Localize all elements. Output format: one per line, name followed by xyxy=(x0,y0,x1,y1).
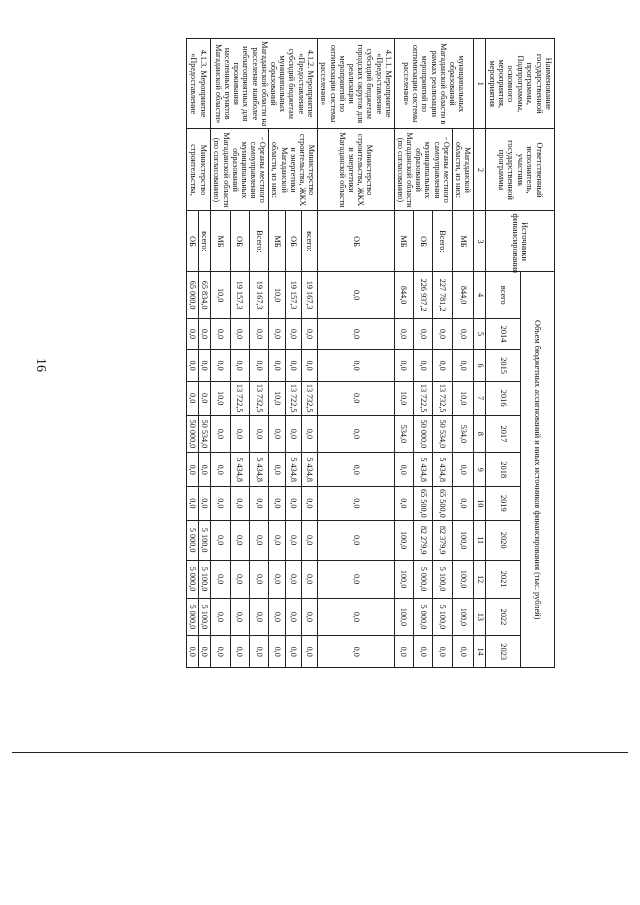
col-number: 12 xyxy=(474,560,486,598)
value-cell: 5 434,8 xyxy=(414,453,433,487)
value-cell: 0,0 xyxy=(269,636,285,668)
value-cell: 0,0 xyxy=(301,318,317,350)
value-cell: 5 100,0 xyxy=(433,598,452,636)
year-header: 2022 xyxy=(486,598,520,636)
value-cell: 0,0 xyxy=(318,272,395,318)
value-cell: 0,0 xyxy=(318,381,395,415)
value-cell: 19 167,3 xyxy=(301,272,317,318)
value-cell: 0,0 xyxy=(186,636,198,668)
value-cell: 0,0 xyxy=(301,415,317,453)
value-cell: 0,0 xyxy=(285,520,301,560)
header-source: Источники финансирования xyxy=(486,211,555,272)
value-cell: 0,0 xyxy=(394,636,413,668)
value-cell: 0,0 xyxy=(301,636,317,668)
value-cell: 0,0 xyxy=(394,318,413,350)
value-cell: 100,0 xyxy=(452,598,473,636)
value-cell: 0,0 xyxy=(414,350,433,382)
value-cell: 100,0 xyxy=(394,598,413,636)
value-cell: 0,0 xyxy=(285,598,301,636)
value-cell: 0,0 xyxy=(318,415,395,453)
year-header: 2017 xyxy=(486,415,520,453)
value-cell: 19 157,3 xyxy=(230,272,249,318)
value-cell: 0,0 xyxy=(269,318,285,350)
event-name-cell: 4.1.3. Мероприятие «Предоставление xyxy=(186,39,210,129)
header-executor: Ответственный исполнитель, участник государственной программы xyxy=(486,129,555,211)
value-cell: 50 534,0 xyxy=(198,415,210,453)
value-cell: 13 732,5 xyxy=(249,381,268,415)
value-cell: 5 000,0 xyxy=(186,560,198,598)
value-cell: 0,0 xyxy=(230,520,249,560)
value-cell: 5 100,0 xyxy=(198,598,210,636)
value-cell: 0,0 xyxy=(211,560,230,598)
value-cell: 0,0 xyxy=(269,487,285,521)
value-cell: 13 732,5 xyxy=(301,381,317,415)
value-cell: 65 834,0 xyxy=(198,272,210,318)
col-number: 3 xyxy=(474,211,486,272)
executor-cell: - Органы местного самоуправления муниципальных образований Магаданской области (по согласованию) xyxy=(211,129,269,211)
value-cell: 0,0 xyxy=(285,636,301,668)
executor-cell: Министерство строительства, ЖКХ и энергетики Магаданской области, из них: xyxy=(269,129,318,211)
value-cell: 5 000,0 xyxy=(414,560,433,598)
executor-cell: Министерство строительства, xyxy=(186,129,210,211)
value-cell: 100,0 xyxy=(452,520,473,560)
source-cell: ОБ xyxy=(230,211,249,272)
value-cell: 13 722,5 xyxy=(285,381,301,415)
source-cell: МБ xyxy=(452,211,473,272)
value-cell: 0,0 xyxy=(452,487,473,521)
col-number: 7 xyxy=(474,381,486,415)
year-header: 2019 xyxy=(486,487,520,521)
value-cell: 0,0 xyxy=(198,381,210,415)
value-cell: 0,0 xyxy=(211,487,230,521)
value-cell: 13 722,5 xyxy=(230,381,249,415)
source-cell: всего: xyxy=(198,211,210,272)
value-cell: 10,0 xyxy=(211,272,230,318)
value-cell: 0,0 xyxy=(186,350,198,382)
value-cell: 10,0 xyxy=(394,381,413,415)
value-cell: 65 000,0 xyxy=(186,272,198,318)
col-number: 6 xyxy=(474,350,486,382)
value-cell: 5 434,8 xyxy=(285,453,301,487)
source-cell: МБ xyxy=(394,211,413,272)
value-cell: 19 167,3 xyxy=(249,272,268,318)
value-cell: 0,0 xyxy=(198,318,210,350)
col-number: 10 xyxy=(474,487,486,521)
col-number: 1 xyxy=(474,39,486,129)
rotated-table-wrapper xyxy=(55,38,555,668)
col-number: 14 xyxy=(474,636,486,668)
value-cell: 0,0 xyxy=(452,318,473,350)
value-cell: 0,0 xyxy=(211,415,230,453)
value-cell: 0,0 xyxy=(186,453,198,487)
col-number: 11 xyxy=(474,520,486,560)
year-header: 2018 xyxy=(486,453,520,487)
value-cell: 0,0 xyxy=(433,636,452,668)
source-cell: ОБ xyxy=(285,211,301,272)
col-number: 13 xyxy=(474,598,486,636)
value-cell: 0,0 xyxy=(211,318,230,350)
value-cell: 0,0 xyxy=(452,636,473,668)
executor-cell: Магаданской области, из них: xyxy=(452,129,473,211)
value-cell: 0,0 xyxy=(249,636,268,668)
value-cell: 10,0 xyxy=(269,272,285,318)
value-cell: 100,0 xyxy=(452,560,473,598)
value-cell: 0,0 xyxy=(301,598,317,636)
value-cell: 0,0 xyxy=(394,453,413,487)
value-cell: 0,0 xyxy=(318,636,395,668)
value-cell: 0,0 xyxy=(452,350,473,382)
value-cell: 0,0 xyxy=(249,487,268,521)
value-cell: 100,0 xyxy=(394,520,413,560)
value-cell: 534,0 xyxy=(452,415,473,453)
value-cell: 0,0 xyxy=(269,520,285,560)
value-cell: 0,0 xyxy=(285,487,301,521)
value-cell: 19 157,3 xyxy=(285,272,301,318)
funding-table xyxy=(186,38,555,668)
column-number-row xyxy=(474,39,486,668)
value-cell: 0,0 xyxy=(394,350,413,382)
value-cell: 0,0 xyxy=(230,415,249,453)
value-cell: 0,0 xyxy=(433,350,452,382)
value-cell: 226 937,2 xyxy=(414,272,433,318)
source-cell: всего: xyxy=(301,211,317,272)
value-cell: 0,0 xyxy=(230,560,249,598)
header-funding: Объем бюджетных ассигнований и иных источников финансирования (тыс. рублей) xyxy=(520,272,554,668)
value-cell: 5 000,0 xyxy=(186,598,198,636)
value-cell: 0,0 xyxy=(318,318,395,350)
source-cell: ОБ xyxy=(414,211,433,272)
table-row xyxy=(249,39,268,668)
value-cell: 0,0 xyxy=(230,598,249,636)
value-cell: 50 000,0 xyxy=(186,415,198,453)
value-cell: 0,0 xyxy=(269,415,285,453)
source-cell: МБ xyxy=(269,211,285,272)
year-header: 2021 xyxy=(486,560,520,598)
value-cell: 0,0 xyxy=(230,350,249,382)
col-number: 8 xyxy=(474,415,486,453)
table-row xyxy=(433,39,452,668)
value-cell: 0,0 xyxy=(198,453,210,487)
value-cell: 10,0 xyxy=(452,381,473,415)
col-number: 2 xyxy=(474,129,486,211)
year-header: 2020 xyxy=(486,520,520,560)
value-cell: 0,0 xyxy=(285,350,301,382)
value-cell: 13 722,5 xyxy=(414,381,433,415)
year-header: 2016 xyxy=(486,381,520,415)
value-cell: 844,0 xyxy=(394,272,413,318)
value-cell: 13 732,5 xyxy=(433,381,452,415)
executor-cell: Министерство строительства, ЖКХ и энергетики Магаданской области xyxy=(318,129,395,211)
value-cell: 0,0 xyxy=(414,318,433,350)
year-header: 2023 xyxy=(486,636,520,668)
value-cell: 0,0 xyxy=(452,453,473,487)
value-cell: 0,0 xyxy=(249,415,268,453)
value-cell: 100,0 xyxy=(394,560,413,598)
value-cell: 844,0 xyxy=(452,272,473,318)
value-cell: 0,0 xyxy=(211,350,230,382)
page-number: 16 xyxy=(33,358,48,372)
source-cell: ОБ xyxy=(318,211,395,272)
value-cell: 0,0 xyxy=(318,520,395,560)
value-cell: 0,0 xyxy=(249,560,268,598)
col-number: 9 xyxy=(474,453,486,487)
value-cell: 0,0 xyxy=(285,560,301,598)
table-row xyxy=(301,39,317,668)
value-cell: 0,0 xyxy=(186,381,198,415)
table-row xyxy=(198,39,210,668)
value-cell: 0,0 xyxy=(230,636,249,668)
value-cell: 0,0 xyxy=(285,415,301,453)
value-cell: 0,0 xyxy=(211,598,230,636)
value-cell: 82 379,9 xyxy=(433,520,452,560)
value-cell: 5 434,8 xyxy=(301,453,317,487)
event-name-cell: 4.1.2. Мероприятие «Предоставление субсидий бюджетам муниципальных образований Магаданской области на расселение наиболее неблагоприятных для проживания населенных пунктов Магаданской области» xyxy=(211,39,318,129)
value-cell: 10,0 xyxy=(211,381,230,415)
value-cell: 534,0 xyxy=(394,415,413,453)
value-cell: 10,0 xyxy=(269,381,285,415)
source-cell: Всего: xyxy=(433,211,452,272)
header-name: Наименование государственной программы, Подпрограммы, основного мероприятия, мероприятия xyxy=(486,39,555,129)
value-cell: 0,0 xyxy=(318,487,395,521)
source-cell: Всего: xyxy=(249,211,268,272)
value-cell: 0,0 xyxy=(249,598,268,636)
value-cell: 5 000,0 xyxy=(186,520,198,560)
value-cell: 0,0 xyxy=(301,520,317,560)
value-cell: 0,0 xyxy=(414,636,433,668)
page-divider xyxy=(12,752,628,753)
event-name-cell: муниципальных образований Магаданской области в рамках реализации мероприятий по оптимизации системы расселения» xyxy=(394,39,474,129)
value-cell: 0,0 xyxy=(301,560,317,598)
value-cell: 5 434,8 xyxy=(433,453,452,487)
source-cell: МБ xyxy=(211,211,230,272)
table-row xyxy=(318,39,395,668)
value-cell: 0,0 xyxy=(211,636,230,668)
value-cell: 5 000,0 xyxy=(414,598,433,636)
value-cell: 0,0 xyxy=(433,318,452,350)
value-cell: 5 100,0 xyxy=(198,560,210,598)
value-cell: 0,0 xyxy=(249,350,268,382)
value-cell: 0,0 xyxy=(394,487,413,521)
value-cell: 0,0 xyxy=(318,560,395,598)
value-cell: 5 100,0 xyxy=(198,520,210,560)
value-cell: 5 434,8 xyxy=(230,453,249,487)
year-header: всего xyxy=(486,272,520,318)
value-cell: 5 100,0 xyxy=(433,560,452,598)
value-cell: 0,0 xyxy=(198,350,210,382)
value-cell: 227 781,2 xyxy=(433,272,452,318)
year-header: 2015 xyxy=(486,350,520,382)
source-cell: ОБ xyxy=(186,211,198,272)
table-row xyxy=(452,39,473,668)
value-cell: 82 279,9 xyxy=(414,520,433,560)
value-cell: 65 500,0 xyxy=(433,487,452,521)
value-cell: 50 000,0 xyxy=(414,415,433,453)
value-cell: 0,0 xyxy=(186,318,198,350)
value-cell: 50 534,0 xyxy=(433,415,452,453)
event-name-cell: 4.1.1. Мероприятие «Предоставление субсидий бюджетам городских округов для реализации мероприятий по оптимизации системы расселения» xyxy=(318,39,395,129)
value-cell: 0,0 xyxy=(269,598,285,636)
table-body xyxy=(186,39,473,668)
value-cell: 0,0 xyxy=(318,453,395,487)
value-cell: 0,0 xyxy=(301,487,317,521)
value-cell: 0,0 xyxy=(249,318,268,350)
col-number: 4 xyxy=(474,272,486,318)
value-cell: 0,0 xyxy=(186,487,198,521)
value-cell: 0,0 xyxy=(285,318,301,350)
value-cell: 0,0 xyxy=(269,453,285,487)
col-number: 5 xyxy=(474,318,486,350)
value-cell: 0,0 xyxy=(269,350,285,382)
year-header: 2014 xyxy=(486,318,520,350)
value-cell: 0,0 xyxy=(301,350,317,382)
value-cell: 0,0 xyxy=(230,318,249,350)
value-cell: 0,0 xyxy=(230,487,249,521)
value-cell: 0,0 xyxy=(211,453,230,487)
value-cell: 0,0 xyxy=(198,636,210,668)
value-cell: 65 500,0 xyxy=(414,487,433,521)
value-cell: 0,0 xyxy=(211,520,230,560)
value-cell: 0,0 xyxy=(318,350,395,382)
value-cell: 5 434,8 xyxy=(249,453,268,487)
value-cell: 0,0 xyxy=(249,520,268,560)
value-cell: 0,0 xyxy=(269,560,285,598)
value-cell: 0,0 xyxy=(198,487,210,521)
value-cell: 0,0 xyxy=(318,598,395,636)
executor-cell: - Органы местного самоуправления муниципальных образований Магаданской области (по согласованию) xyxy=(394,129,452,211)
